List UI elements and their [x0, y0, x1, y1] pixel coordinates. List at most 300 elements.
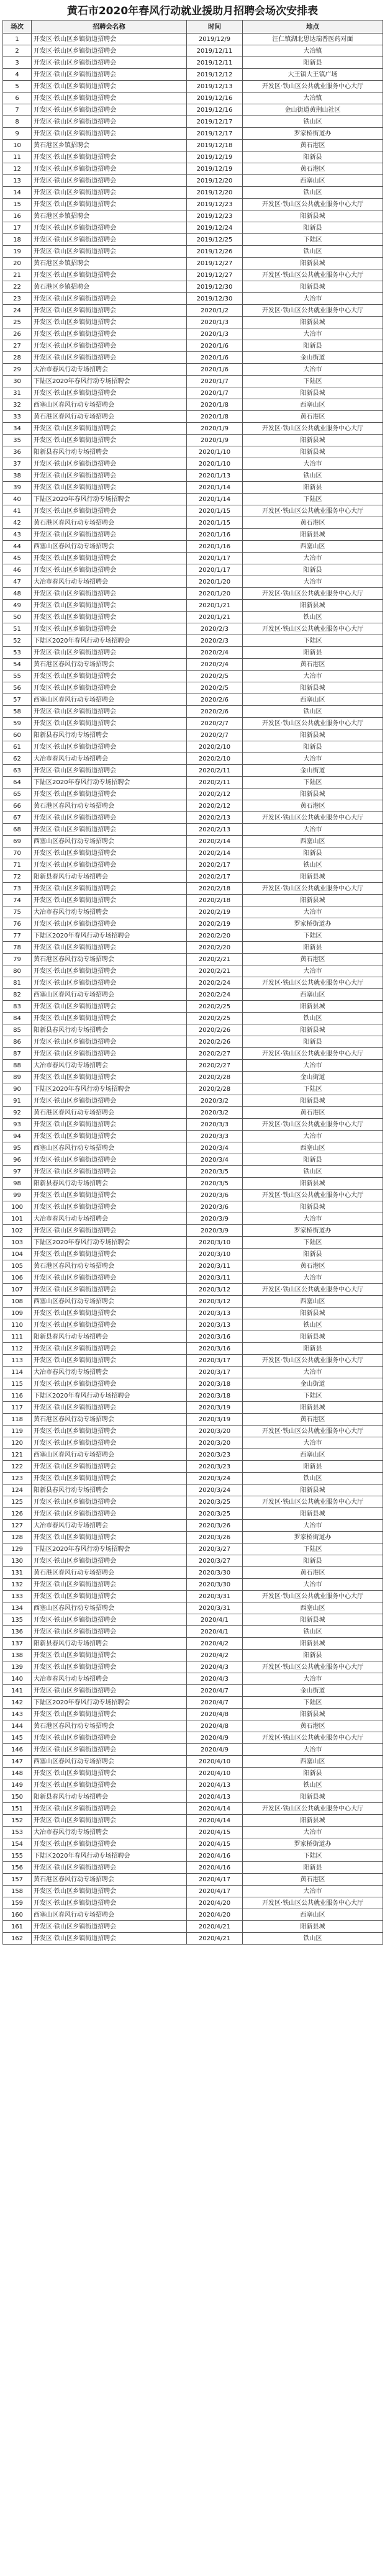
fair-location: 铁山区: [243, 1319, 383, 1331]
fair-name: 开发区·铁山区乡镇街道招聘会: [32, 553, 187, 564]
session-number: 57: [3, 694, 32, 706]
fair-location: 铁山区: [243, 1473, 383, 1485]
session-number: 86: [3, 1036, 32, 1048]
fair-name: 下陆区2020年春风行动专场招聘会: [32, 930, 187, 942]
table-row: [3, 1543, 383, 1555]
session-number: 120: [3, 1437, 32, 1449]
fair-name: 开发区·铁山区乡镇街道招聘会: [32, 965, 187, 977]
fair-name: 大冶市春风行动专场招聘会: [32, 1060, 187, 1072]
fair-name: 开发区·铁山区乡镇街道招聘会: [32, 199, 187, 210]
table-row: [3, 1367, 383, 1378]
fair-date: 2020/2/19: [187, 918, 243, 930]
fair-name: 开发区·铁山区乡镇街道招聘会: [32, 293, 187, 305]
table-row: [3, 1437, 383, 1449]
table-row: [3, 210, 383, 222]
session-number: 76: [3, 918, 32, 930]
session-number: 143: [3, 1709, 32, 1720]
table-row: [3, 694, 383, 706]
fair-name: 西塞山区春风行动专场招聘会: [32, 836, 187, 847]
fair-date: 2019/12/18: [187, 140, 243, 151]
session-number: 98: [3, 1178, 32, 1190]
session-number: 48: [3, 588, 32, 600]
fair-name: 开发区·铁山区乡镇街道招聘会: [32, 1803, 187, 1815]
table-row: [3, 1827, 383, 1838]
fair-date: 2020/2/4: [187, 647, 243, 659]
table-row: [3, 1602, 383, 1614]
fair-name: 开发区·铁山区乡镇街道招聘会: [32, 612, 187, 623]
fair-name: 开发区·铁山区乡镇街道招聘会: [32, 1591, 187, 1602]
session-number: 15: [3, 199, 32, 210]
session-number: 111: [3, 1331, 32, 1343]
session-number: 51: [3, 623, 32, 635]
fair-date: 2020/2/20: [187, 930, 243, 942]
table-row: [3, 1237, 383, 1249]
fair-location: 开发区·铁山区公共就业服务中心大厅: [243, 1190, 383, 1201]
fair-date: 2019/12/24: [187, 222, 243, 234]
fair-location: 下陆区: [243, 1237, 383, 1249]
fair-date: 2020/3/27: [187, 1555, 243, 1567]
fair-date: 2019/12/19: [187, 151, 243, 163]
fair-location: 铁山区: [243, 1933, 383, 1945]
fair-name: 开发区·铁山区乡镇街道招聘会: [32, 1579, 187, 1591]
fair-name: 开发区·铁山区乡镇街道招聘会: [32, 1036, 187, 1048]
fair-name: 开发区·铁山区乡镇街道招聘会: [32, 824, 187, 836]
session-number: 69: [3, 836, 32, 847]
fair-location: 开发区·铁山区公共就业服务中心大厅: [243, 1591, 383, 1602]
fair-name: 下陆区2020年春风行动专场招聘会: [32, 777, 187, 789]
fair-date: 2019/12/17: [187, 128, 243, 140]
fair-name: 大冶市春风行动专场招聘会: [32, 364, 187, 376]
table-row: [3, 836, 383, 847]
table-row: [3, 671, 383, 682]
session-number: 95: [3, 1142, 32, 1154]
fair-name: 黄石港区春风行动专场招聘会: [32, 1260, 187, 1272]
fair-date: 2020/2/27: [187, 1060, 243, 1072]
fair-date: 2020/4/17: [187, 1874, 243, 1886]
table-row: [3, 918, 383, 930]
table-row: [3, 234, 383, 246]
fair-name: 下陆区2020年春风行动专场招聘会: [32, 376, 187, 387]
session-number: 106: [3, 1272, 32, 1284]
fair-name: 开发区·铁山区乡镇街道招聘会: [32, 1614, 187, 1626]
fair-name: 开发区·铁山区乡镇街道招聘会: [32, 765, 187, 777]
session-number: 155: [3, 1850, 32, 1862]
session-number: 126: [3, 1508, 32, 1520]
fair-name: 开发区·铁山区乡镇街道招聘会: [32, 647, 187, 659]
fair-location: 开发区·铁山区公共就业服务中心大厅: [243, 1426, 383, 1437]
fair-name: 开发区·铁山区乡镇街道招聘会: [32, 352, 187, 364]
fair-name: 开发区·铁山区乡镇街道招聘会: [32, 600, 187, 612]
fair-date: 2020/3/19: [187, 1414, 243, 1426]
table-row: [3, 1555, 383, 1567]
session-number: 40: [3, 494, 32, 505]
fair-location: 铁山区: [243, 470, 383, 482]
fair-location: 阳新县城: [243, 1709, 383, 1720]
fair-name: 大冶市春风行动专场招聘会: [32, 1673, 187, 1685]
fair-date: 2020/1/10: [187, 446, 243, 458]
table-row: [3, 269, 383, 281]
fair-location: 西塞山区: [243, 1142, 383, 1154]
fair-location: 西塞山区: [243, 694, 383, 706]
fair-location: 阳新县城: [243, 1638, 383, 1650]
fair-date: 2020/4/8: [187, 1709, 243, 1720]
fair-location: 阳新县: [243, 1768, 383, 1779]
session-number: 3: [3, 57, 32, 69]
fair-location: 大冶市: [243, 364, 383, 376]
fair-name: 开发区·铁山区乡镇街道招聘会: [32, 187, 187, 199]
table-row: [3, 718, 383, 730]
fair-location: 金山街道: [243, 1072, 383, 1083]
fair-date: 2020/4/2: [187, 1650, 243, 1661]
session-number: 30: [3, 376, 32, 387]
fair-date: 2020/2/19: [187, 906, 243, 918]
session-number: 114: [3, 1367, 32, 1378]
session-number: 159: [3, 1897, 32, 1909]
session-number: 80: [3, 965, 32, 977]
session-number: 71: [3, 859, 32, 871]
session-number: 87: [3, 1048, 32, 1060]
table-row: [3, 1803, 383, 1815]
fair-location: 下陆区: [243, 234, 383, 246]
fair-name: 西塞山区春风行动专场招聘会: [32, 399, 187, 411]
session-number: 23: [3, 293, 32, 305]
fair-location: 阳新县: [243, 942, 383, 954]
table-row: [3, 942, 383, 954]
fair-location: 西塞山区: [243, 1602, 383, 1614]
table-row: [3, 1897, 383, 1909]
session-number: 102: [3, 1225, 32, 1237]
fair-location: 罗家桥街道办: [243, 918, 383, 930]
session-number: 2: [3, 45, 32, 57]
fair-location: 阳新县城: [243, 1178, 383, 1190]
fair-date: 2020/4/15: [187, 1838, 243, 1850]
fair-location: 大冶市: [243, 1367, 383, 1378]
fair-date: 2020/3/6: [187, 1201, 243, 1213]
fair-date: 2020/3/26: [187, 1532, 243, 1543]
table-row: [3, 1095, 383, 1107]
fair-name: 下陆区2020年春风行动专场招聘会: [32, 1390, 187, 1402]
table-row: [3, 423, 383, 435]
fair-date: 2020/1/8: [187, 399, 243, 411]
table-row: [3, 1319, 383, 1331]
session-number: 139: [3, 1661, 32, 1673]
table-row: [3, 104, 383, 116]
fair-date: 2020/3/17: [187, 1367, 243, 1378]
fair-location: 黄石港区: [243, 659, 383, 671]
session-number: 4: [3, 69, 32, 81]
table-row: [3, 1225, 383, 1237]
fair-name: 开发区·铁山区乡镇街道招聘会: [32, 470, 187, 482]
fair-name: 开发区·铁山区乡镇街道招聘会: [32, 1838, 187, 1850]
fair-date: 2020/3/3: [187, 1131, 243, 1142]
table-row: [3, 954, 383, 965]
session-number: 43: [3, 529, 32, 541]
table-row: [3, 1390, 383, 1402]
session-number: 145: [3, 1732, 32, 1744]
table-row: [3, 895, 383, 906]
fair-location: 阳新县: [243, 564, 383, 576]
fair-date: 2020/3/11: [187, 1260, 243, 1272]
fair-location: 开发区·铁山区公共就业服务中心大厅: [243, 1048, 383, 1060]
fair-name: 开发区·铁山区乡镇街道招聘会: [32, 1437, 187, 1449]
fair-location: 下陆区: [243, 1083, 383, 1095]
session-number: 8: [3, 116, 32, 128]
fair-name: 大冶市春风行动专场招聘会: [32, 576, 187, 588]
table-row: [3, 1673, 383, 1685]
fair-name: 开发区·铁山区乡镇街道招聘会: [32, 1119, 187, 1131]
session-number: 138: [3, 1650, 32, 1661]
fair-name: 开发区·铁山区乡镇街道招聘会: [32, 1013, 187, 1024]
fair-name: 阳新县春风行动专场招聘会: [32, 1791, 187, 1803]
table-row: [3, 965, 383, 977]
fair-date: 2019/12/9: [187, 34, 243, 45]
fair-date: 2020/2/5: [187, 682, 243, 694]
session-number: 112: [3, 1343, 32, 1355]
fair-date: 2020/4/17: [187, 1886, 243, 1897]
fair-location: 阳新县城: [243, 387, 383, 399]
session-number: 24: [3, 305, 32, 317]
fair-location: 开发区·铁山区公共就业服务中心大厅: [243, 718, 383, 730]
fair-location: 阳新县城: [243, 1921, 383, 1933]
session-number: 7: [3, 104, 32, 116]
fair-name: 开发区·铁山区乡镇街道招聘会: [32, 1768, 187, 1779]
header-fair-name: 招聘会名称: [32, 20, 187, 34]
table-row: [3, 706, 383, 718]
fair-name: 开发区·铁山区乡镇街道招聘会: [32, 505, 187, 517]
fair-location: 大冶市: [243, 1131, 383, 1142]
session-number: 136: [3, 1626, 32, 1638]
fair-date: 2020/4/20: [187, 1909, 243, 1921]
fair-location: 开发区·铁山区公共就业服务中心大厅: [243, 305, 383, 317]
table-row: [3, 1626, 383, 1638]
fair-name: 黄石港区春风行动专场招聘会: [32, 1567, 187, 1579]
fair-date: 2020/3/10: [187, 1237, 243, 1249]
session-number: 72: [3, 871, 32, 883]
table-row: [3, 1426, 383, 1437]
fair-date: 2020/1/6: [187, 340, 243, 352]
fair-date: 2020/4/14: [187, 1803, 243, 1815]
table-row: [3, 1697, 383, 1709]
fair-name: 开发区·铁山区乡镇街道招聘会: [32, 718, 187, 730]
fair-date: 2019/12/23: [187, 210, 243, 222]
fair-location: 大冶市: [243, 328, 383, 340]
fair-date: 2020/4/1: [187, 1626, 243, 1638]
fair-location: 黄石港区: [243, 163, 383, 175]
fair-date: 2019/12/26: [187, 246, 243, 258]
fair-name: 开发区·铁山区乡镇街道招聘会: [32, 435, 187, 446]
table-row: [3, 69, 383, 81]
table-row: [3, 541, 383, 553]
fair-date: 2020/1/14: [187, 494, 243, 505]
fair-location: 大冶市: [243, 458, 383, 470]
table-row: [3, 1685, 383, 1697]
fair-location: 西塞山区: [243, 1756, 383, 1768]
fair-location: 黄石港区: [243, 1260, 383, 1272]
session-number: 131: [3, 1567, 32, 1579]
table-row: [3, 1001, 383, 1013]
fair-date: 2020/1/13: [187, 470, 243, 482]
table-row: [3, 647, 383, 659]
fair-name: 开发区·铁山区乡镇街道招聘会: [32, 340, 187, 352]
table-row: [3, 446, 383, 458]
table-row: [3, 281, 383, 293]
fair-location: 下陆区: [243, 1390, 383, 1402]
fair-date: 2020/4/10: [187, 1768, 243, 1779]
fair-name: 开发区·铁山区乡镇街道招聘会: [32, 1921, 187, 1933]
session-number: 160: [3, 1909, 32, 1921]
fair-name: 开发区·铁山区乡镇街道招聘会: [32, 1555, 187, 1567]
session-number: 10: [3, 140, 32, 151]
session-number: 156: [3, 1862, 32, 1874]
fair-date: 2020/1/10: [187, 458, 243, 470]
fair-date: 2020/4/8: [187, 1720, 243, 1732]
session-number: 148: [3, 1768, 32, 1779]
fair-location: 阳新县城: [243, 1614, 383, 1626]
fair-location: 铁山区: [243, 116, 383, 128]
table-row: [3, 1260, 383, 1272]
fair-name: 开发区·铁山区乡镇街道招聘会: [32, 588, 187, 600]
fair-location: 大冶市: [243, 576, 383, 588]
fair-name: 西塞山区春风行动专场招聘会: [32, 541, 187, 553]
session-number: 27: [3, 340, 32, 352]
table-row: [3, 1414, 383, 1426]
fair-date: 2020/3/25: [187, 1508, 243, 1520]
fair-date: 2020/3/18: [187, 1378, 243, 1390]
fair-name: 开发区·铁山区乡镇街道招聘会: [32, 482, 187, 494]
fair-name: 开发区·铁山区乡镇街道招聘会: [32, 1272, 187, 1284]
table-row: [3, 1142, 383, 1154]
session-number: 101: [3, 1213, 32, 1225]
fair-location: 下陆区: [243, 1543, 383, 1555]
fair-name: 下陆区2020年春风行动专场招聘会: [32, 1543, 187, 1555]
session-number: 31: [3, 387, 32, 399]
fair-date: 2020/4/2: [187, 1638, 243, 1650]
session-number: 162: [3, 1933, 32, 1945]
fair-date: 2020/3/20: [187, 1426, 243, 1437]
session-number: 64: [3, 777, 32, 789]
fair-date: 2020/4/14: [187, 1815, 243, 1827]
table-row: [3, 187, 383, 199]
fair-date: 2020/2/25: [187, 1013, 243, 1024]
fair-date: 2020/1/6: [187, 352, 243, 364]
fair-date: 2020/3/13: [187, 1319, 243, 1331]
table-row: [3, 1779, 383, 1791]
schedule-table: [2, 20, 383, 1945]
fair-date: 2020/3/9: [187, 1213, 243, 1225]
fair-name: 开发区·铁山区乡镇街道招聘会: [32, 859, 187, 871]
fair-date: 2020/3/17: [187, 1355, 243, 1367]
table-row: [3, 57, 383, 69]
fair-date: 2020/4/15: [187, 1827, 243, 1838]
fair-name: 开发区·铁山区乡镇街道招聘会: [32, 234, 187, 246]
table-row: [3, 1768, 383, 1779]
fair-name: 开发区·铁山区乡镇街道招聘会: [32, 1225, 187, 1237]
fair-name: 黄石港区乡镇招聘会: [32, 258, 187, 269]
fair-location: 铁山区: [243, 1626, 383, 1638]
table-row: [3, 1154, 383, 1166]
fair-date: 2019/12/13: [187, 81, 243, 93]
table-row: [3, 1862, 383, 1874]
table-row: [3, 1744, 383, 1756]
fair-date: 2020/4/16: [187, 1850, 243, 1862]
fair-name: 阳新县春风行动专场招聘会: [32, 1024, 187, 1036]
fair-location: 下陆区: [243, 777, 383, 789]
table-row: [3, 1579, 383, 1591]
session-number: 25: [3, 317, 32, 328]
table-row: [3, 1461, 383, 1473]
fair-location: 开发区·铁山区公共就业服务中心大厅: [243, 883, 383, 895]
fair-name: 黄石港区春风行动专场招聘会: [32, 517, 187, 529]
table-row: [3, 1838, 383, 1850]
table-row: [3, 364, 383, 376]
table-row: [3, 741, 383, 753]
table-row: [3, 1815, 383, 1827]
table-row: [3, 435, 383, 446]
fair-name: 开发区·铁山区乡镇街道招聘会: [32, 81, 187, 93]
fair-location: 铁山区: [243, 1166, 383, 1178]
table-row: [3, 1886, 383, 1897]
fair-date: 2019/12/11: [187, 45, 243, 57]
session-number: 60: [3, 730, 32, 741]
fair-name: 开发区·铁山区乡镇街道招聘会: [32, 1402, 187, 1414]
table-row: [3, 1178, 383, 1190]
session-number: 82: [3, 989, 32, 1001]
fair-name: 开发区·铁山区乡镇街道招聘会: [32, 1343, 187, 1355]
session-number: 91: [3, 1095, 32, 1107]
fair-name: 开发区·铁山区乡镇街道招聘会: [32, 1072, 187, 1083]
session-number: 32: [3, 399, 32, 411]
session-number: 154: [3, 1838, 32, 1850]
fair-location: 西塞山区: [243, 175, 383, 187]
table-row: [3, 1201, 383, 1213]
fair-name: 下陆区2020年春风行动专场招聘会: [32, 1083, 187, 1095]
table-row: [3, 812, 383, 824]
table-row: [3, 623, 383, 635]
fair-name: 阳新县春风行动专场招聘会: [32, 730, 187, 741]
fair-name: 大冶市春风行动专场招聘会: [32, 753, 187, 765]
fair-location: 金山街道: [243, 1685, 383, 1697]
fair-date: 2020/4/3: [187, 1661, 243, 1673]
fair-location: 开发区·铁山区公共就业服务中心大厅: [243, 812, 383, 824]
fair-date: 2019/12/11: [187, 57, 243, 69]
fair-location: 金山街道: [243, 765, 383, 777]
fair-date: 2020/3/4: [187, 1154, 243, 1166]
session-number: 128: [3, 1532, 32, 1543]
table-row: [3, 1532, 383, 1543]
fair-location: 开发区·铁山区公共就业服务中心大厅: [243, 977, 383, 989]
table-body: [3, 34, 383, 1945]
session-number: 78: [3, 942, 32, 954]
fair-name: 开发区·铁山区乡镇街道招聘会: [32, 741, 187, 753]
fair-name: 开发区·铁山区乡镇街道招聘会: [32, 671, 187, 682]
fair-name: 开发区·铁山区乡镇街道招聘会: [32, 222, 187, 234]
fair-location: 西塞山区: [243, 399, 383, 411]
fair-date: 2019/12/27: [187, 269, 243, 281]
fair-name: 开发区·铁山区乡镇街道招聘会: [32, 918, 187, 930]
table-row: [3, 482, 383, 494]
fair-name: 开发区·铁山区乡镇街道招聘会: [32, 1744, 187, 1756]
fair-name: 黄石港区春风行动专场招聘会: [32, 1720, 187, 1732]
fair-name: 开发区·铁山区乡镇街道招聘会: [32, 1095, 187, 1107]
fair-date: 2020/3/23: [187, 1449, 243, 1461]
session-number: 77: [3, 930, 32, 942]
header-location: 地点: [243, 20, 383, 34]
fair-date: 2020/4/9: [187, 1732, 243, 1744]
table-row: [3, 753, 383, 765]
table-row: [3, 1508, 383, 1520]
fair-date: 2020/4/10: [187, 1756, 243, 1768]
fair-name: 开发区·铁山区乡镇街道招聘会: [32, 423, 187, 435]
